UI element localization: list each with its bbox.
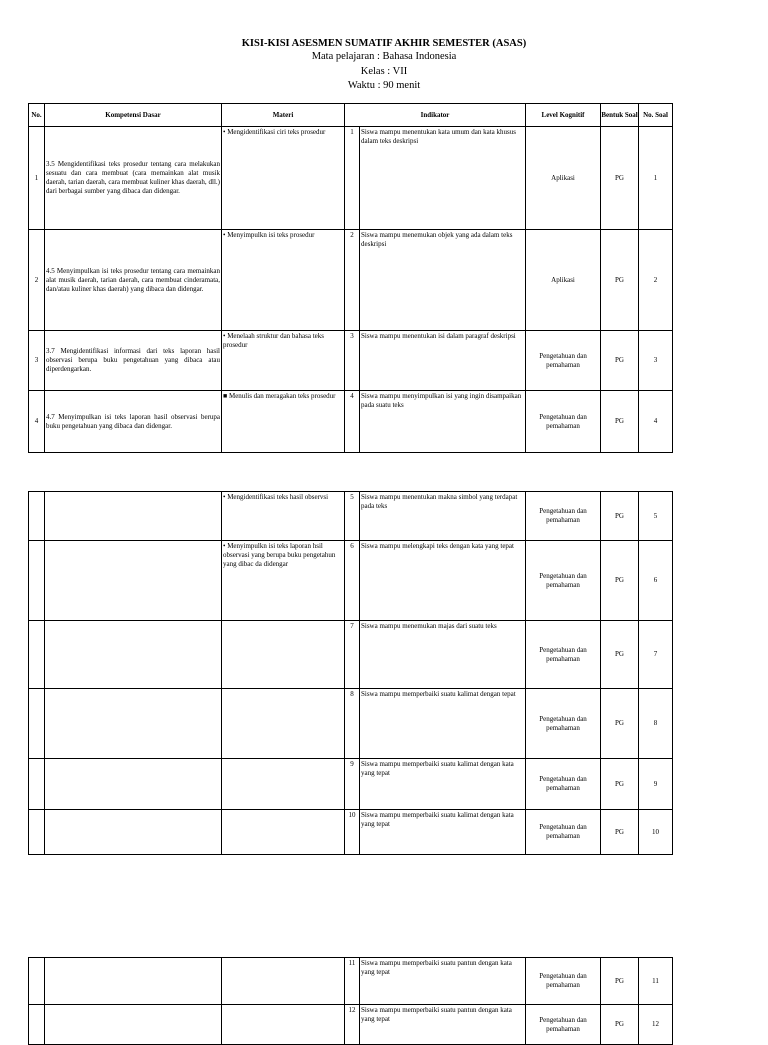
materi-cell: • Menyimpulkn isi teks laporan hsil observasi yang berupa buku pengetahun yang dibac da didengar xyxy=(222,541,345,621)
no-soal-cell: 2 xyxy=(639,230,673,331)
kompetensi-dasar-cell xyxy=(45,541,222,621)
indikator-cell: Siswa mampu memperbaiki suatu kalimat dengan tepat xyxy=(360,689,526,759)
indikator-cell: Siswa mampu memperbaiki suatu pantun dengan kata yang tepat xyxy=(360,1005,526,1045)
indikator-cell: Siswa mampu memperbaiki suatu pantun dengan kata yang tepat xyxy=(360,958,526,1005)
indikator-number: 11 xyxy=(345,958,360,1005)
level-kognitif-cell: Pengetahuan dan pemahaman xyxy=(526,492,601,541)
indikator-cell: Siswa mampu melengkapi teks dengan kata yang tepat xyxy=(360,541,526,621)
table-row xyxy=(29,1005,673,1045)
no-soal-cell: 12 xyxy=(639,1005,673,1045)
table-row xyxy=(29,759,673,810)
row-number: 1 xyxy=(29,127,45,230)
bentuk-soal-cell: PG xyxy=(601,127,639,230)
table-row xyxy=(29,127,673,230)
class-line: Kelas : VII xyxy=(360,66,408,77)
bentuk-soal-cell: PG xyxy=(601,1005,639,1045)
indikator-number: 10 xyxy=(345,810,360,855)
kompetensi-dasar-cell: 3.5 Mengidentifikasi teks prosedur tentang cara melakukan sesuatu dan cara membuat (cara memainkan alat musik daerah, tarian daerah, cara membuat kuliner khas daerah, dll.) dari berbagai sumber yang dibaca dan didengar. xyxy=(45,127,222,230)
row-number xyxy=(29,689,45,759)
level-kognitif-cell: Pengetahuan dan pemahaman xyxy=(526,759,601,810)
indikator-cell: Siswa mampu menemukan objek yang ada dalam teks deskripsi xyxy=(360,230,526,331)
kompetensi-dasar-cell: 4.5 Menyimpulkan isi teks prosedur tentang cara memainkan alat musik daerah, tarian daerah, cara membuat cinderamata, dan/atau kuliner khas daerah) yang dibaca dan didengar. xyxy=(45,230,222,331)
level-kognitif-cell: Pengetahuan dan pemahaman xyxy=(526,621,601,689)
kisi-kisi-table-3 xyxy=(28,957,673,1045)
col-materi-header: Materi xyxy=(222,104,345,127)
bentuk-soal-cell: PG xyxy=(601,541,639,621)
indikator-number: 12 xyxy=(345,1005,360,1045)
col-kd-header: Kompetensi Dasar xyxy=(45,104,222,127)
table-row xyxy=(29,810,673,855)
row-number: 2 xyxy=(29,230,45,331)
indikator-cell: Siswa mampu menemukan majas dari suatu teks xyxy=(360,621,526,689)
level-kognitif-cell: Pengetahuan dan pemahaman xyxy=(526,958,601,1005)
table-row xyxy=(29,492,673,541)
row-number xyxy=(29,810,45,855)
row-number: 4 xyxy=(29,391,45,453)
no-soal-cell: 11 xyxy=(639,958,673,1005)
row-number xyxy=(29,1005,45,1045)
indikator-number: 5 xyxy=(345,492,360,541)
no-soal-cell: 1 xyxy=(639,127,673,230)
table-row xyxy=(29,541,673,621)
kisi-kisi-table-2 xyxy=(28,491,673,855)
materi-cell: ■ Menulis dan meragakan teks prosedur xyxy=(222,391,345,453)
kompetensi-dasar-cell xyxy=(45,1005,222,1045)
row-number xyxy=(29,759,45,810)
no-soal-cell: 4 xyxy=(639,391,673,453)
no-soal-cell: 3 xyxy=(639,331,673,391)
kompetensi-dasar-cell xyxy=(45,689,222,759)
level-kognitif-cell: Pengetahuan dan pemahaman xyxy=(526,689,601,759)
indikator-cell: Siswa mampu menentukan makna simbol yang terdapat pada teks xyxy=(360,492,526,541)
bentuk-soal-cell: PG xyxy=(601,689,639,759)
level-kognitif-cell: Pengetahuan dan pemahaman xyxy=(526,391,601,453)
indikator-cell: Siswa mampu menentukan isi dalam paragraf deskripsi xyxy=(360,331,526,391)
materi-cell xyxy=(222,759,345,810)
no-soal-cell: 6 xyxy=(639,541,673,621)
bentuk-soal-cell: PG xyxy=(601,810,639,855)
table-row xyxy=(29,230,673,331)
col-bentuk-header: Bentuk Soal xyxy=(601,104,639,127)
materi-cell xyxy=(222,958,345,1005)
no-soal-cell: 5 xyxy=(639,492,673,541)
bentuk-soal-cell: PG xyxy=(601,391,639,453)
col-indikator-header: Indikator xyxy=(345,104,526,127)
indikator-cell: Siswa mampu memperbaiki suatu kalimat dengan kata yang tepat xyxy=(360,810,526,855)
table-row xyxy=(29,331,673,391)
indikator-cell: Siswa mampu menentukan kata umum dan kata khusus dalam teks deskripsi xyxy=(360,127,526,230)
materi-cell xyxy=(222,810,345,855)
kisi-kisi-table-1 xyxy=(28,103,673,453)
kompetensi-dasar-cell xyxy=(45,621,222,689)
bentuk-soal-cell: PG xyxy=(601,621,639,689)
kompetensi-dasar-cell xyxy=(45,492,222,541)
indikator-number: 9 xyxy=(345,759,360,810)
indikator-number: 6 xyxy=(345,541,360,621)
table-row xyxy=(29,958,673,1005)
no-soal-cell: 7 xyxy=(639,621,673,689)
indikator-number: 1 xyxy=(345,127,360,230)
row-number xyxy=(29,492,45,541)
materi-cell xyxy=(222,689,345,759)
col-level-header: Level Kognitif xyxy=(526,104,601,127)
bentuk-soal-cell: PG xyxy=(601,230,639,331)
table-row xyxy=(29,621,673,689)
indikator-number: 8 xyxy=(345,689,360,759)
kompetensi-dasar-cell xyxy=(45,958,222,1005)
materi-cell: • Mengidentifikasi ciri teks prosedur xyxy=(222,127,345,230)
kompetensi-dasar-cell xyxy=(45,810,222,855)
kompetensi-dasar-cell: 3.7 Mengidentifikasi informasi dari teks laporan hasil observasi berupa buku pengetahuan yang dibaca atau diperdengarkan. xyxy=(45,331,222,391)
indikator-number: 2 xyxy=(345,230,360,331)
time-line: Waktu : 90 menit xyxy=(347,80,421,91)
indikator-number: 3 xyxy=(345,331,360,391)
row-number: 3 xyxy=(29,331,45,391)
materi-cell xyxy=(222,1005,345,1045)
row-number xyxy=(29,621,45,689)
row-number xyxy=(29,958,45,1005)
bentuk-soal-cell: PG xyxy=(601,492,639,541)
materi-cell: • Menyimpulkn isi teks prosedur xyxy=(222,230,345,331)
row-number xyxy=(29,541,45,621)
subject-line: Mata pelajaran : Bahasa Indonesia xyxy=(311,51,457,62)
header-row xyxy=(29,104,673,127)
col-no-header: No. xyxy=(29,104,45,127)
materi-cell xyxy=(222,621,345,689)
table-row xyxy=(29,391,673,453)
document-title: KISI-KISI ASESMEN SUMATIF AKHIR SEMESTER (ASAS) xyxy=(241,38,527,49)
level-kognitif-cell: Pengetahuan dan pemahaman xyxy=(526,331,601,391)
level-kognitif-cell: Aplikasi xyxy=(526,230,601,331)
kompetensi-dasar-cell: 4.7 Menyimpulkan isi teks laporan hasil observasi berupa buku pengetahuan yang dibaca dan didengar. xyxy=(45,391,222,453)
table-row xyxy=(29,689,673,759)
no-soal-cell: 8 xyxy=(639,689,673,759)
level-kognitif-cell: Pengetahuan dan pemahaman xyxy=(526,810,601,855)
indikator-cell: Siswa mampu memperbaiki suatu kalimat dengan kata yang tepat xyxy=(360,759,526,810)
bentuk-soal-cell: PG xyxy=(601,331,639,391)
kompetensi-dasar-cell xyxy=(45,759,222,810)
materi-cell: • Mengidentifikasi teks hasil observsi xyxy=(222,492,345,541)
col-soal-header: No. Soal xyxy=(639,104,673,127)
indikator-cell: Siswa mampu menyimpulkan isi yang ingin disampaikan pada suatu teks xyxy=(360,391,526,453)
no-soal-cell: 9 xyxy=(639,759,673,810)
bentuk-soal-cell: PG xyxy=(601,958,639,1005)
level-kognitif-cell: Aplikasi xyxy=(526,127,601,230)
bentuk-soal-cell: PG xyxy=(601,759,639,810)
indikator-number: 7 xyxy=(345,621,360,689)
level-kognitif-cell: Pengetahuan dan pemahaman xyxy=(526,541,601,621)
indikator-number: 4 xyxy=(345,391,360,453)
no-soal-cell: 10 xyxy=(639,810,673,855)
materi-cell: • Menelaah struktur dan bahasa teks prosedur xyxy=(222,331,345,391)
level-kognitif-cell: Pengetahuan dan pemahaman xyxy=(526,1005,601,1045)
